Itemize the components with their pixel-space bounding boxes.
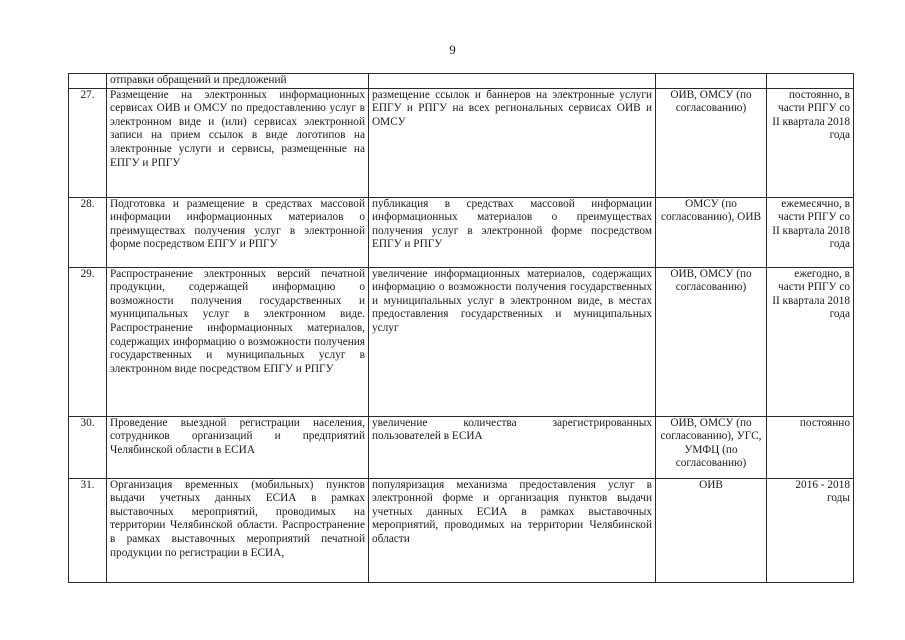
row-number-cell <box>69 74 107 89</box>
table-row <box>69 88 854 197</box>
row-number-cell: 28. <box>69 197 107 267</box>
result-cell: увеличение количества зарегистрированных пользователей в ЕСИА <box>369 416 656 478</box>
executor-cell <box>656 74 767 89</box>
result-cell: увеличение информационных материалов, содержащих информацию о возможности получения государственных и муниципальных услуг в электронном виде, в местах предоставления государственных и муниципальных услуг <box>369 267 656 416</box>
table-row-continued <box>69 74 854 89</box>
term-cell: постоянно, в части РПГУ со II квартала 2018 года <box>767 88 854 197</box>
action-cell: Подготовка и размещение в средствах массовой информации информационных материалов о преимуществах получения услуг в электронной форме посредством ЕПГУ и РПГУ <box>107 197 369 267</box>
term-cell: 2016 - 2018 годы <box>767 478 854 582</box>
row-number-cell: 29. <box>69 267 107 416</box>
action-cell: Проведение выездной регистрации населения, сотрудников организаций и предприятий Челябинской области в ЕСИА <box>107 416 369 478</box>
result-cell: публикация в средствах массовой информации информационных материалов о преимуществах получения услуг в электронной форме посредством ЕПГУ и РПГУ <box>369 197 656 267</box>
action-cell: отправки обращений и предложений <box>107 74 369 89</box>
term-cell <box>767 74 854 89</box>
measures-table <box>68 73 854 583</box>
action-cell: Организация временных (мобильных) пунктов выдачи учетных данных ЕСИА в рамках выставочных мероприятий, проводимых на территории Челябинской области. Распространение в рамках выставочных мероприятий печатной продукции по регистрации в ЕСИА, <box>107 478 369 582</box>
executor-cell: ОИВ, ОМСУ (по согласованию), УГС, УМФЦ (по согласованию) <box>656 416 767 478</box>
result-cell <box>369 74 656 89</box>
row-number-cell: 30. <box>69 416 107 478</box>
table-row <box>69 267 854 416</box>
executor-cell: ОИВ, ОМСУ (по согласованию) <box>656 267 767 416</box>
table-row <box>69 478 854 582</box>
result-cell: популяризация механизма предоставления услуг в электронной форме и организация пунктов выдачи учетных данных ЕСИА в рамках выставочных мероприятий, проводимых на территории Челябинской области <box>369 478 656 582</box>
executor-cell: ОИВ, ОМСУ (по согласованию) <box>656 88 767 197</box>
page-number: 9 <box>449 42 456 57</box>
table-row <box>69 416 854 478</box>
action-cell: Размещение на электронных информационных сервисах ОИВ и ОМСУ по предоставлению услуг в электронном виде и (или) сервисах электронной записи на прием ссылок в виде логотипов на электронные услуги и сервисы, размещенные на ЕПГУ и РПГУ <box>107 88 369 197</box>
action-cell: Распространение электронных версий печатной продукции, содержащей информацию о возможности получения государственных и муниципальных услуг в электронном виде. Распространение информационных материалов, содержащих информацию о возможности получения государственных и муниципальных услуг в электронном виде посредством ЕПГУ и РПГУ <box>107 267 369 416</box>
executor-cell: ОМСУ (по согласованию), ОИВ <box>656 197 767 267</box>
term-cell: ежемесячно, в части РПГУ со II квартала 2018 года <box>767 197 854 267</box>
table-row <box>69 197 854 267</box>
row-number-cell: 27. <box>69 88 107 197</box>
row-number-cell: 31. <box>69 478 107 582</box>
result-cell: размещение ссылок и баннеров на электронные услуги ЕПГУ и РПГУ на всех региональных сервисах ОИВ и ОМСУ <box>369 88 656 197</box>
term-cell: ежегодно, в части РПГУ со II квартала 2018 года <box>767 267 854 416</box>
term-cell: постоянно <box>767 416 854 478</box>
executor-cell: ОИВ <box>656 478 767 582</box>
